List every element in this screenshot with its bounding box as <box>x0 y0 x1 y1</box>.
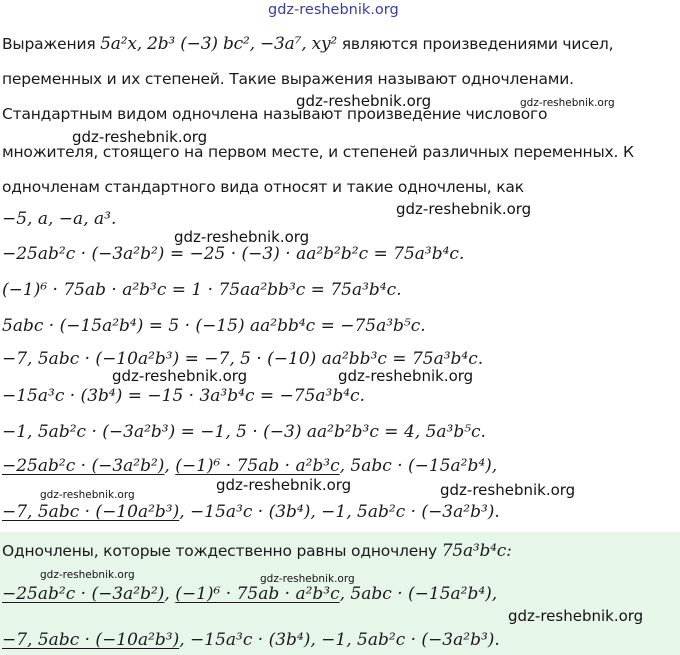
definition-line-4: множителя, стоящего на первом месте, и степеней различных переменных. К <box>2 143 634 161</box>
definition-line-1 <box>2 34 613 54</box>
definition-line-1-math: 5a²x, 2b³ (−3) bc², −3a⁷, xy² <box>100 34 338 54</box>
watermark: gdz-reshebnik.org <box>216 476 352 494</box>
answer-row-2-rest: , −15a³c · (3b⁴), −1, 5ab²c · (−3a²b³). <box>179 630 500 650</box>
list-row-2-rest: , −15a³c · (3b⁴), −1, 5ab²c · (−3a²b³). <box>179 502 500 522</box>
definition-line-6: −5, a, −a, a³. <box>2 209 117 229</box>
list-row-1 <box>2 456 497 476</box>
answer-item-underlined-2: (−1)⁶ · 75ab · a²b³c <box>175 584 340 604</box>
watermark-small: gdz-reshebnik.org <box>260 573 355 585</box>
list-item-underlined-1: −25ab²c · (−3a²b²) <box>2 456 165 476</box>
watermark: gdz-reshebnik.org <box>508 607 644 625</box>
watermark: gdz-reshebnik.org <box>72 128 208 146</box>
answer-row-2 <box>2 630 500 650</box>
watermark: gdz-reshebnik.org <box>296 92 432 110</box>
watermark: gdz-reshebnik.org <box>112 367 248 385</box>
answer-heading <box>2 541 512 561</box>
calculation-line-5: −15a³c · (3b⁴) = −15 · 3a³b⁴c = −75a³b⁴c. <box>2 386 365 406</box>
definition-line-5: одночленам стандартного вида относят и такие одночлены, как <box>2 178 524 196</box>
answer-row-1-rest: , 5abc · (−15a²b⁴), <box>339 584 498 604</box>
list-separator: , <box>164 456 176 476</box>
answer-row-1 <box>2 584 497 604</box>
watermark: gdz-reshebnik.org <box>338 367 474 385</box>
list-item-underlined-2: (−1)⁶ · 75ab · a²b³c <box>175 456 340 476</box>
watermark-top: gdz-reshebnik.org <box>268 2 399 18</box>
calculation-line-6: −1, 5ab²c · (−3a²b³) = −1, 5 · (−3) aa²b²b³c = 4, 5a³b⁵c. <box>2 422 486 442</box>
answer-item-underlined-3: −7, 5abc · (−10a²b³) <box>2 630 180 650</box>
watermark: gdz-reshebnik.org <box>440 481 576 499</box>
watermark: gdz-reshebnik.org <box>396 200 532 218</box>
list-row-2 <box>2 502 500 522</box>
list-row-1-rest: , 5abc · (−15a²b⁴), <box>339 456 498 476</box>
watermark: gdz-reshebnik.org <box>174 228 310 246</box>
answer-heading-text: Одночлены, которые тождественно равны одночлену <box>2 542 442 560</box>
definition-line-1-prefix: Выражения <box>2 35 101 53</box>
definition-line-2: переменных и их степеней. Такие выражения называют одночленами. <box>2 70 574 88</box>
calculation-line-4: −7, 5abc · (−10a²b³) = −7, 5 · (−10) aa²bb³c = 75a³b⁴c. <box>2 349 484 369</box>
answer-separator: , <box>164 584 176 604</box>
watermark-small: gdz-reshebnik.org <box>40 569 135 581</box>
calculation-line-2: (−1)⁶ · 75ab · a²b³c = 1 · 75aa²bb³c = 75a³b⁴c. <box>2 280 402 300</box>
list-item-underlined-3: −7, 5abc · (−10a²b³) <box>2 502 180 522</box>
answer-heading-math: 75a³b⁴c: <box>441 541 512 561</box>
calculation-line-1: −25ab²c · (−3a²b²) = −25 · (−3) · aa²b²b²c = 75a³b⁴c. <box>2 244 465 264</box>
definition-line-1-suffix: являются произведениями чисел, <box>337 35 614 53</box>
calculation-line-3: 5abc · (−15a²b⁴) = 5 · (−15) aa²bb⁴c = −75a³b⁵c. <box>2 316 426 336</box>
definition-line-3: Стандартным видом одночлена называют произведение числового <box>2 105 548 123</box>
answer-item-underlined-1: −25ab²c · (−3a²b²) <box>2 584 165 604</box>
watermark-small: gdz-reshebnik.org <box>520 97 615 109</box>
watermark-small: gdz-reshebnik.org <box>40 489 135 501</box>
